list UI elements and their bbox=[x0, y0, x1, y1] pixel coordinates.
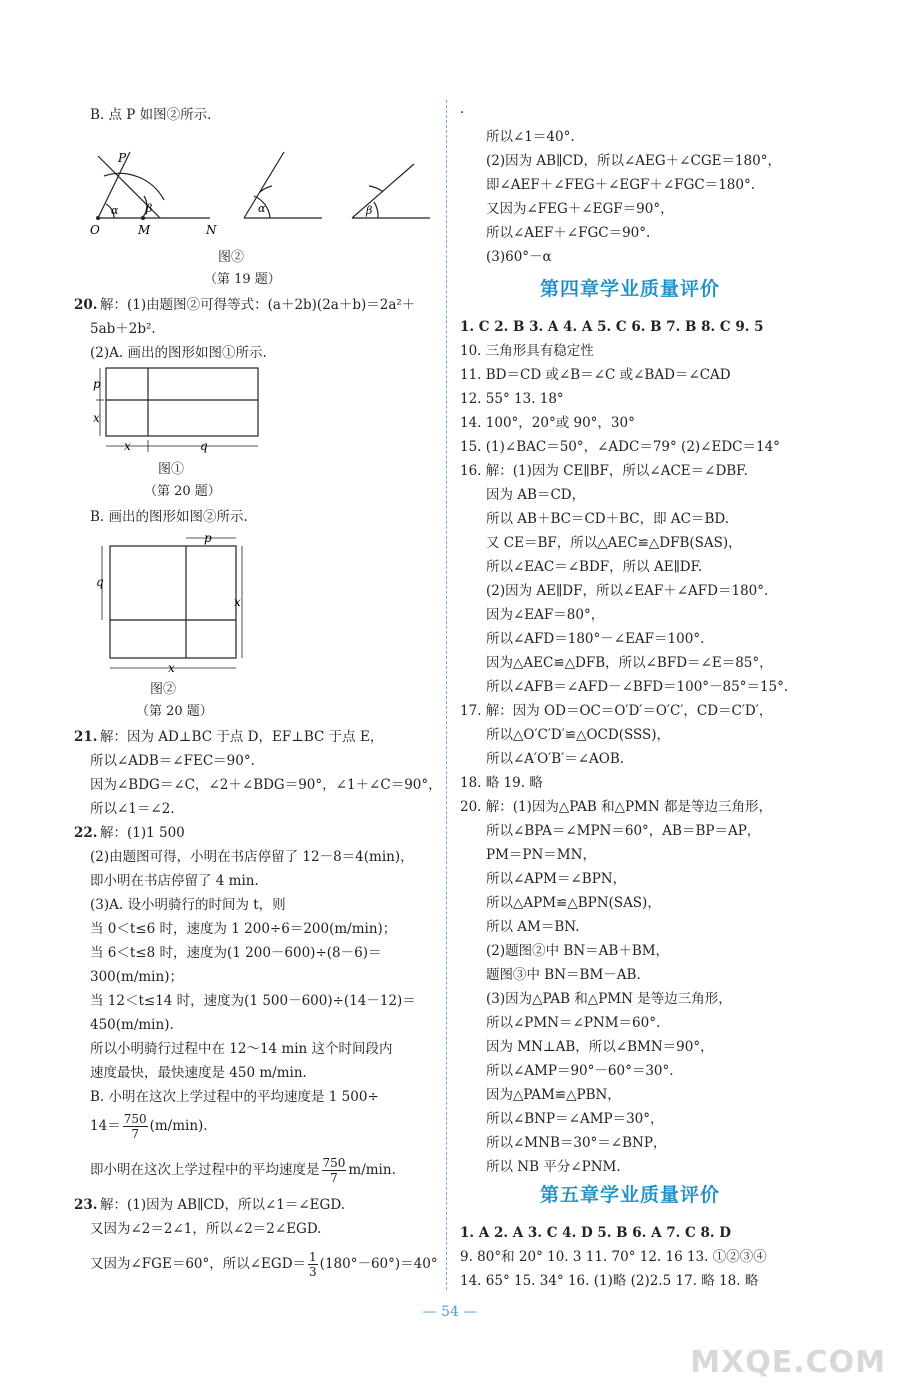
column-divider bbox=[446, 100, 447, 1290]
c4-q17-line2: 所以△O′C′D′≌△OCD(SSS)， bbox=[486, 727, 671, 743]
c4-q14: 14. 100°，20°或 90°，30° bbox=[460, 415, 635, 431]
q22-line11: 速度最快，最快速度是 450 m/min. bbox=[90, 1065, 307, 1081]
q19-part-b: B. 点 P 如图②所示． bbox=[90, 107, 221, 123]
c4-q20-line3: PM＝PN＝MN， bbox=[486, 847, 596, 863]
q20-line1: 解：(1)由题图②可得等式：(a＋2b)(2a＋b)＝2a²＋ bbox=[100, 297, 416, 313]
c4-q16-line6: (2)因为 AE∥DF，所以∠EAF＋∠AFD＝180°. bbox=[486, 583, 769, 599]
c4-q16-line7: 因为∠EAF＝80°， bbox=[486, 607, 605, 623]
q22-line5: 当 0＜t≤6 时，速度为 1 200÷6＝200(m/min)； bbox=[90, 921, 397, 937]
dim-x-vertical: x bbox=[234, 595, 241, 609]
label-p: P bbox=[118, 151, 127, 165]
q21-line1: 解：因为 AD⊥BC 于点 D，EF⊥BC 于点 E， bbox=[100, 729, 384, 745]
c4-q11: 11. BD＝CD 或∠B＝∠C 或∠BAD＝∠CAD bbox=[460, 367, 731, 383]
dim-q: q bbox=[200, 439, 208, 453]
c4-q20-line10: 所以∠PMN＝∠PNM＝60°. bbox=[486, 1015, 661, 1031]
c4-q20: 20. 解：(1)因为△PAB 和△PMN 都是等边三角形， bbox=[460, 799, 772, 815]
label-alpha: α bbox=[111, 204, 119, 217]
dim-x-horizontal: x bbox=[124, 439, 131, 453]
c4-q16-line9: 因为△AEC≌△DFB，所以∠BFD＝∠E＝85°， bbox=[486, 655, 773, 671]
chapter4-heading: 第四章学业质量评价 bbox=[540, 278, 721, 300]
c4-q16-line2: 因为 AB＝CD， bbox=[486, 487, 586, 503]
c4-q15: 15. (1)∠BAC＝50°，∠ADC＝79° (2)∠EDC＝14° bbox=[460, 439, 780, 455]
q21-line4: 所以∠1＝∠2. bbox=[90, 801, 175, 817]
label-m: M bbox=[138, 223, 151, 237]
dim-p: p bbox=[204, 531, 212, 545]
q22-number: 22. bbox=[74, 825, 98, 841]
q22-line9: 450(m/min). bbox=[90, 1017, 174, 1033]
chapter5-heading: 第五章学业质量评价 bbox=[540, 1184, 721, 1206]
c4-q12-13: 12. 55° 13. 18° bbox=[460, 391, 564, 407]
c4-q16: 16. 解：(1)因为 CE∥BF，所以∠ACE＝∠DBF. bbox=[460, 463, 748, 479]
dim-q: q bbox=[96, 575, 104, 589]
q21-line2: 所以∠ADB＝∠FEC＝90°. bbox=[90, 753, 255, 769]
fig20a-label: （第 20 题） bbox=[144, 484, 221, 499]
c4-q17-line3: 所以∠A′O′B′＝∠AOB. bbox=[486, 751, 625, 767]
label-beta: β bbox=[146, 202, 153, 215]
fig19-label: （第 19 题） bbox=[204, 272, 281, 287]
c4-q20-line9: (3)因为△PAB 和△PMN 是等边三角形， bbox=[486, 991, 732, 1007]
q23-cont-line1: 所以∠1＝40°. bbox=[486, 129, 575, 145]
q22-line14: 即小明在这次上学过程中的平均速度是 $\frac{750}{7}$ m/min. bbox=[90, 1156, 396, 1185]
stray-dot: · bbox=[460, 105, 465, 121]
fig20b-label: （第 20 题） bbox=[136, 704, 213, 719]
c4-q20-line13: 因为△PAM≌△PBN， bbox=[486, 1087, 621, 1103]
c4-q16-line10: 所以∠AFB＝∠AFD－∠BFD＝100°－85°＝15°. bbox=[486, 679, 789, 695]
c5-q14-18: 14. 65° 15. 34° 16. (1)略 (2)2.5 17. 略 18. 略 bbox=[460, 1273, 759, 1289]
q22-line3: 即小明在书店停留了 4 min. bbox=[90, 873, 259, 889]
label-beta-2: β bbox=[366, 204, 373, 217]
q20-line4: B. 画出的图形如图②所示. bbox=[90, 509, 248, 525]
q22-line8: 当 12＜t≤14 时，速度为(1 500－600)÷(14－12)＝ bbox=[90, 993, 416, 1009]
q23-line3: 又因为∠FGE＝60°，所以∠EGD＝ $\frac{1}{3}$ (180°－60°)＝40° bbox=[90, 1250, 438, 1279]
q22-line1: 解：(1)1 500 bbox=[100, 825, 185, 841]
c5-q9-13: 9. 80°和 20° 10. 3 11. 70° 12. 16 13. ①②③④ bbox=[460, 1249, 767, 1265]
q23-cont-line5: 所以∠AEF＋∠FGC＝90°. bbox=[486, 225, 651, 241]
q23-cont-line4: 又因为∠FEG＋∠EGF＝90°， bbox=[486, 201, 674, 217]
q20-number: 20. bbox=[74, 297, 98, 313]
dim-x-horizontal: x bbox=[168, 661, 175, 675]
q23-line1: 解：(1)因为 AB∥CD，所以∠1＝∠EGD. bbox=[100, 1197, 345, 1213]
c4-q20-line7: (2)题图②中 BN＝AB＋BM， bbox=[486, 943, 670, 959]
fraction-750-7-b: $\frac{750}{7}$ bbox=[322, 1156, 346, 1185]
c4-q20-line11: 因为 MN⊥AB，所以∠BMN＝90°， bbox=[486, 1039, 714, 1055]
label-o: O bbox=[90, 223, 100, 237]
fig20a-caption: 图① bbox=[158, 462, 185, 477]
watermark: MXQE.COM bbox=[690, 1345, 886, 1380]
fig20b-caption: 图② bbox=[150, 682, 177, 697]
c5-mc-answers: 1. A 2. A 3. C 4. D 5. B 6. A 7. C 8. D bbox=[460, 1225, 731, 1241]
c4-q18-19: 18. 略 19. 略 bbox=[460, 775, 543, 791]
c4-mc-answers: 1. C 2. B 3. A 4. A 5. C 6. B 7. B 8. C 9. 5 bbox=[460, 319, 764, 335]
figure-19 bbox=[84, 138, 434, 238]
q23-line2: 又因为∠2＝2∠1，所以∠2＝2∠EGD. bbox=[90, 1221, 322, 1237]
q20-line2: 5ab＋2b². bbox=[90, 321, 156, 337]
q22-line7: 300(m/min)； bbox=[90, 969, 183, 985]
c4-q20-line8: 题图③中 BN＝BM－AB. bbox=[486, 967, 641, 983]
c4-q20-line14: 所以∠BNP＝∠AMP＝30°， bbox=[486, 1111, 664, 1127]
q22-line6: 当 6＜t≤8 时，速度为(1 200－600)÷(8－6)＝ bbox=[90, 945, 382, 961]
q22-line13: 14＝ $\frac{750}{7}$ (m/min). bbox=[90, 1112, 208, 1141]
c4-q10: 10. 三角形具有稳定性 bbox=[460, 343, 594, 359]
figure-20-b bbox=[94, 530, 244, 678]
q21-number: 21. bbox=[74, 729, 98, 745]
q22-line12: B. 小明在这次上学过程中的平均速度是 1 500÷ bbox=[90, 1089, 379, 1105]
dim-p: p bbox=[93, 377, 101, 391]
q22-line4: (3)A. 设小明骑行的时间为 t，则 bbox=[90, 897, 286, 913]
fig19-caption: 图② bbox=[218, 250, 245, 265]
fraction-750-7: $\frac{750}{7}$ bbox=[123, 1112, 147, 1141]
c4-q20-line4: 所以∠APM＝∠BPN， bbox=[486, 871, 627, 887]
c4-q16-line5: 所以∠EAC＝∠BDF，所以 AE∥DF. bbox=[486, 559, 703, 575]
q23-number: 23. bbox=[74, 1197, 98, 1213]
fraction-1-3: $\frac{1}{3}$ bbox=[309, 1250, 317, 1279]
q22-line2: (2)由题图可得，小明在书店停留了 12－8＝4(min)， bbox=[90, 849, 414, 865]
c4-q16-line3: 所以 AB＋BC＝CD＋BC，即 AC＝BD. bbox=[486, 511, 730, 527]
label-n: N bbox=[206, 223, 217, 237]
c4-q20-line2: 所以∠BPA＝∠MPN＝60°，AB＝BP＝AP， bbox=[486, 823, 761, 839]
c4-q20-line16: 所以 NB 平分∠PNM. bbox=[486, 1159, 621, 1175]
c4-q16-line8: 所以∠AFD＝180°－∠EAF＝100°. bbox=[486, 631, 705, 647]
page-number: — 54 — bbox=[422, 1304, 478, 1320]
label-alpha-2: α bbox=[258, 202, 266, 215]
q23-cont-line2: (2)因为 AB∥CD，所以∠AEG＋∠CGE＝180°， bbox=[486, 153, 781, 169]
c4-q20-line5: 所以△APM≌△BPN(SAS)， bbox=[486, 895, 661, 911]
c4-q20-line6: 所以 AM＝BN. bbox=[486, 919, 580, 935]
c4-q20-line15: 所以∠MNB＝30°＝∠BNP， bbox=[486, 1135, 667, 1151]
c4-q17: 17. 解：因为 OD＝OC＝O′D′＝O′C′，CD＝C′D′， bbox=[460, 703, 773, 719]
c4-q20-line12: 所以∠AMP＝90°－60°＝30°. bbox=[486, 1063, 674, 1079]
q23-cont-line6: (3)60°－α bbox=[486, 249, 552, 265]
q23-cont-line3: 即∠AEF＋∠FEG＋∠EGF＋∠FGC＝180°. bbox=[486, 177, 756, 193]
q22-line10: 所以小明骑行过程中在 12～14 min 这个时间段内 bbox=[90, 1041, 393, 1057]
dim-x-vertical: x bbox=[93, 411, 100, 425]
q21-line3: 因为∠BDG＝∠C，∠2＋∠BDG＝90°，∠1＋∠C＝90°， bbox=[90, 777, 442, 793]
c4-q16-line4: 又 CE＝BF，所以△AEC≌△DFB(SAS)， bbox=[486, 535, 742, 551]
figure-20-a bbox=[84, 364, 264, 458]
q20-line3: (2)A. 画出的图形如图①所示. bbox=[90, 345, 267, 361]
